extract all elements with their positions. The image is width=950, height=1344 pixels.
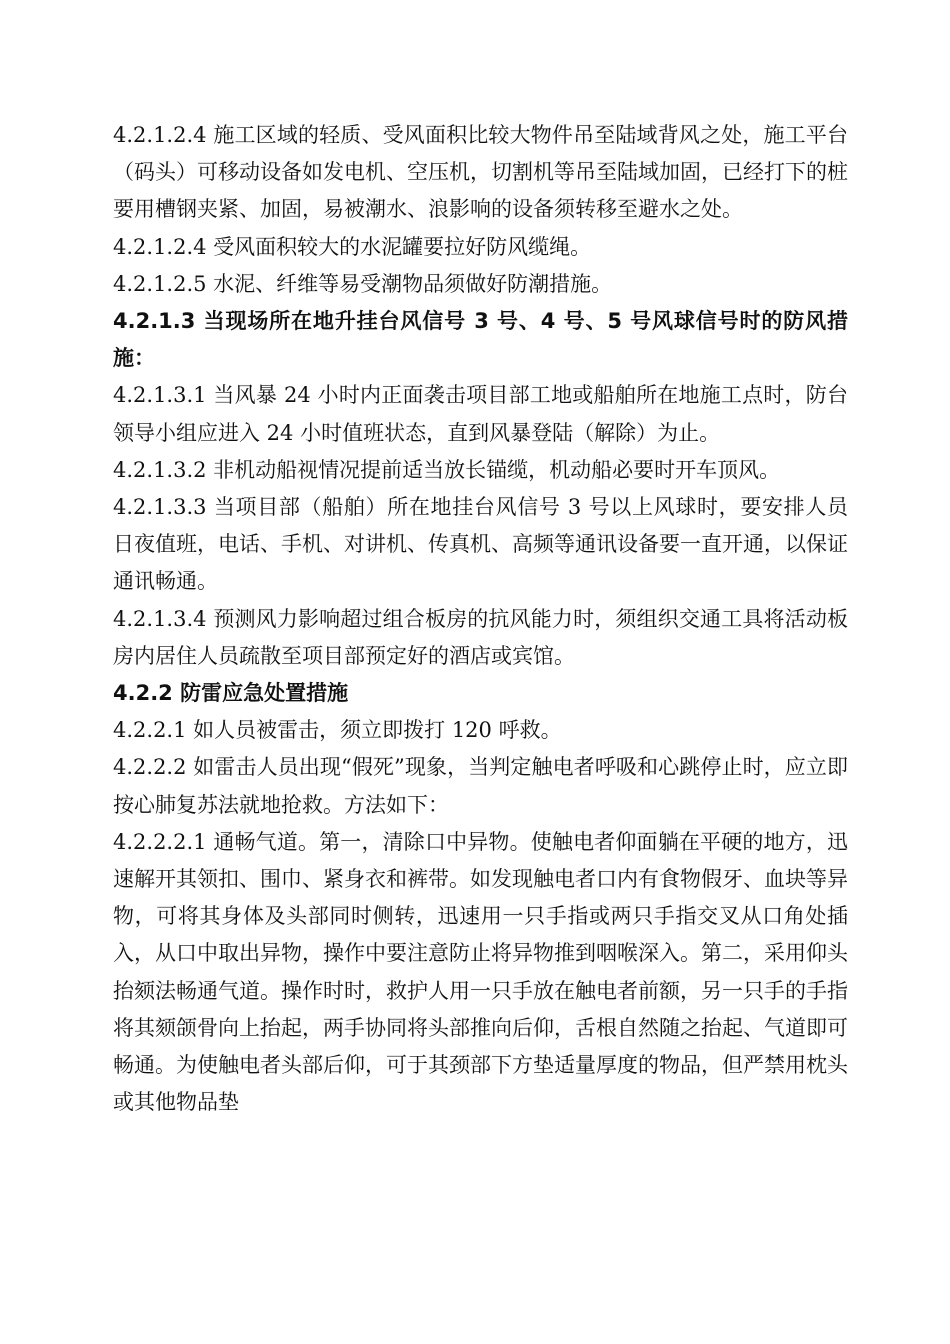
paragraph-4-2-1-2-4-b: 4.2.1.2.4 受风面积较大的水泥罐要拉好防风缆绳。 xyxy=(113,234,592,259)
paragraph-4-2-1-3-3: 4.2.1.3.3 当项目部（船舶）所在地挂台风信号 3 号以上风球时，要安排人员日夜值班，电话、手机、对讲机、传真机、高频等通讯设备要一直开通，以保证通讯畅通。 xyxy=(113,495,848,594)
paragraph-4-2-1-2-4-a: 4.2.1.2.4 施工区域的轻质、受风面积比较大物件吊至陆域背风之处，施工平台（码头）可移动设备如发电机、空压机，切割机等吊至陆域加固，已经打下的桩要用槽钢夹紧、加固，易被潮水、浪影响的设备须转移至避水之处。 xyxy=(113,123,848,222)
paragraph-4-2-2-2-1: 4.2.2.2.1 通畅气道。第一，清除口中异物。使触电者仰面躺在平硬的地方，迅速解开其领扣、围巾、紧身衣和裤带。如发现触电者口内有食物假牙、血块等异物，可将其身体及头部同时侧转，迅速用一只手指或两只手指交叉从口角处插入，从口中取出异物，操作中要注意防止将异物推到咽喉深入。第二，采用仰头抬颏法畅通气道。操作时时，救护人用一只手放在触电者前额，另一只手的手指将其颏颌骨向上抬起，两手协同将头部推向后仰，舌根自然随之抬起、气道即可畅通。为使触电者头部后仰，可于其颈部下方垫适量厚度的物品，但严禁用枕头或其他物品垫 xyxy=(113,829,848,1115)
paragraph-4-2-2-1: 4.2.2.1 如人员被雷击，须立即拨打 120 呼救。 xyxy=(113,718,562,743)
paragraph-4-2-1-3-2: 4.2.1.3.2 非机动船视情况提前适当放长锚缆，机动船必要时开车顶风。 xyxy=(113,457,781,482)
heading-4-2-1-3: 4.2.1.3 当现场所在地升挂台风信号 3 号、4 号、5 号风球信号时的防风措施： xyxy=(113,309,848,371)
paragraph-4-2-1-3-1: 4.2.1.3.1 当风暴 24 小时内正面袭击项目部工地或船舶所在地施工点时，防台领导小组应进入 24 小时值班状态，直到风暴登陆（解除）为止。 xyxy=(113,383,848,445)
paragraph-4-2-2-2: 4.2.2.2 如雷击人员出现“假死”现象，当判定触电者呼吸和心跳停止时，应立即按心肺复苏法就地抢救。方法如下： xyxy=(113,755,848,817)
document-page xyxy=(113,117,848,1121)
paragraph-4-2-1-2-5: 4.2.1.2.5 水泥、纤维等易受潮物品须做好防潮措施。 xyxy=(113,271,613,296)
paragraph-4-2-1-3-4: 4.2.1.3.4 预测风力影响超过组合板房的抗风能力时，须组织交通工具将活动板房内居住人员疏散至项目部预定好的酒店或宾馆。 xyxy=(113,606,848,668)
heading-4-2-2: 4.2.2 防雷应急处置措施 xyxy=(113,681,349,706)
